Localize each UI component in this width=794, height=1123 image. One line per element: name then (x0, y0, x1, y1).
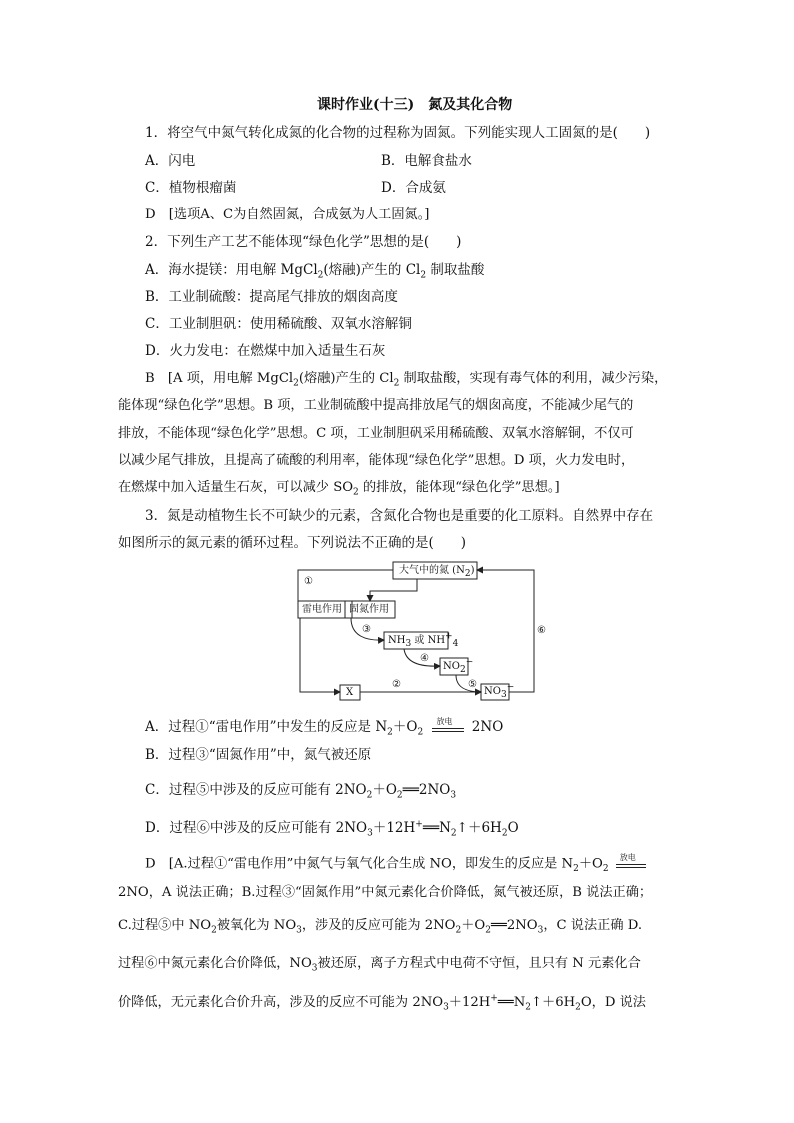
q3-ans-l3-a: 被氧化为 NO (216, 918, 297, 933)
q2-option-d: D．火力发电：在燃煤中加入适量生石灰 (145, 343, 386, 359)
edge-lightning-x (300, 618, 340, 692)
no2-text: NO (443, 661, 460, 672)
q3-option-b: B．过程③“固氮作用”中，氮气被还原 (145, 747, 372, 763)
q3-ans-l5-eq: ══N (497, 995, 526, 1010)
q2-a-sub2: 2 (420, 270, 427, 281)
q3-ans-eq-line-2 (616, 867, 646, 868)
q3-c-sub-b: 3 (450, 790, 457, 801)
q3-ans-l5-end: O，D 说法 (580, 995, 646, 1010)
no2-sub: 2 (459, 665, 466, 675)
q3-a-post: 2NO (471, 719, 504, 735)
q2-ans-l1-post: 制取盐酸，实现有毒气体的利用，减少污染， (399, 371, 668, 386)
q3-ans-condition-arrow (613, 855, 649, 873)
label-step-1: ① (304, 576, 313, 587)
atm-post: ) (470, 565, 475, 576)
q3-d-h2osub: 2 (501, 828, 508, 839)
q3-ans-cond: 放电 (619, 853, 636, 862)
label-atmosphere (399, 565, 474, 577)
q2-ans-l5-post: 的排放，能体现“绿色化学”思想。] (358, 480, 560, 495)
label-no2 (443, 657, 474, 675)
q3-a-cond: 放电 (436, 716, 453, 726)
q3-ans-l3-e: ，C 说法正确 D. (543, 918, 643, 933)
q3-d-sup: + (415, 819, 423, 830)
q3-ans-l5-sub-a: 3 (443, 1002, 449, 1013)
no2-sup: − (465, 657, 474, 668)
q1-option-a: A．闪电 (145, 153, 196, 169)
q3-ans-l1-sub2: 2 (602, 864, 609, 875)
q3-ans-l5-pre: 价降低，无元素化合价升高，涉及的反应不可能为 2NO (118, 995, 444, 1010)
q2-answer-line-1 (145, 370, 667, 388)
q3-option-a (145, 718, 503, 737)
q2-a-sub1: 2 (317, 270, 324, 281)
label-no3 (484, 682, 515, 700)
q2-option-a (145, 261, 484, 279)
q3-a-pre: A．过程①“雷电作用”中发生的反应是 N (145, 719, 388, 735)
q3-d-post: ↑＋6H (456, 820, 502, 836)
q3-stem-line-2: 如图所示的氮元素的循环过程。下列说法不正确的是( ) (118, 535, 467, 551)
label-lightning: 雷电作用 (302, 604, 342, 615)
q3-c-post: 2NO (418, 782, 451, 798)
q3-d-eq: ══ (422, 820, 440, 836)
q3-a-sub1: 2 (387, 727, 393, 738)
q3-ans-l1-sub1: 2 (573, 864, 579, 875)
diagram-lines (296, 561, 540, 701)
q2-a-post: 制取盐酸 (426, 262, 485, 278)
label-nh3 (388, 631, 459, 649)
q3-c-eq: ══ (402, 782, 419, 798)
nh3-sub: 3 (405, 639, 412, 649)
q3-c-sub: 2 (396, 790, 403, 801)
q3-ans-l3-d: ══2NO (490, 918, 538, 933)
q3-ans-l5-post: ↑＋6H (530, 995, 576, 1010)
q1-option-c: C．植物根瘤菌 (145, 180, 237, 196)
label-step-4: ④ (420, 653, 429, 664)
q3-a-sub2: 2 (417, 727, 424, 738)
q3-a-eq-line-2 (432, 731, 464, 732)
label-step-5: ⑤ (468, 679, 477, 690)
q3-a-eq-line-1 (432, 728, 464, 729)
atm-sub: 2 (464, 569, 471, 579)
q3-ans-l3-pre: C.过程⑤中 NO (118, 918, 212, 933)
label-step-2: ② (392, 679, 401, 690)
label-step-3: ③ (362, 624, 371, 635)
q2-ans-l5-pre: 在燃煤中加入适量生石灰，可以减少 SO (118, 480, 354, 495)
q3-c-mid: ＋O (372, 782, 397, 798)
q3-ans-l5-sup: + (490, 993, 498, 1004)
q3-answer-line-1 (145, 855, 649, 874)
label-fixation: 固氮作用 (349, 604, 389, 615)
q2-answer-line-2: 能体现“绿色化学”思想。B 项，工业制硫酸中提高排放尾气的烟囱高度，不能减少尾气的 (118, 398, 634, 413)
q3-ans-l5-n2sub: 2 (525, 1002, 531, 1013)
q2-answer-line-3: 排放，不能体现“绿色化学”思想。C 项，工业制胆矾采用稀硫酸、双氧水溶解铜，不仅可 (118, 426, 634, 441)
label-step-6: ⑥ (537, 625, 546, 636)
q3-a-mid: ＋O (392, 719, 418, 735)
q3-ans-l3-b: ，涉及的反应可能为 2NO (301, 918, 456, 933)
q3-d-end: O (507, 820, 519, 836)
nitrogen-cycle-diagram (296, 561, 546, 701)
nh4-sub: 4 (452, 639, 459, 649)
label-x: X (346, 687, 354, 698)
q2-a-mid: (熔融)产生的 Cl (323, 262, 421, 278)
q2-ans-l1-sub2: 2 (393, 378, 400, 389)
q2-ans-l1-sub1: 2 (293, 378, 299, 389)
q3-ans-l3-sub-e: 3 (537, 925, 544, 936)
page-title: 课时作业(十三) 氮及其化合物 (317, 97, 513, 113)
q3-d-mid: ＋12H (372, 820, 416, 836)
no3-sub: 3 (500, 690, 507, 700)
q3-ans-l5-h2osub: 2 (575, 1002, 581, 1013)
q1-answer: D [选项A、C为自然固氮，合成氨为人工固氮。] (145, 207, 430, 222)
q3-a-condition-arrow (428, 716, 468, 737)
q2-a-pre: A．海水提镁：用电解 MgCl (145, 262, 318, 278)
q3-c-sub-a: 2 (366, 790, 373, 801)
q3-ans-l4-pre: 过程⑥中氮元素化合价降低，NO (118, 956, 312, 971)
no3-sup: − (506, 682, 515, 693)
q3-d-pre: D．过程⑥中涉及的反应可能有 2NO (145, 820, 368, 836)
q3-ans-l3-sub-d: 2 (485, 925, 491, 936)
q3-d-n2sub: 2 (450, 828, 457, 839)
q3-ans-l3-sub-a: 2 (211, 925, 217, 936)
q3-option-d (145, 819, 519, 837)
q2-stem: 2．下列生产工艺不能体现“绿色化学”思想的是( ) (145, 234, 462, 250)
q2-ans-l1-mid: (熔融)产生的 Cl (298, 371, 394, 386)
q3-ans-l5-mid: ＋12H (448, 995, 491, 1010)
q1-option-d: D．合成氨 (381, 180, 446, 196)
q2-option-c: C．工业制胆矾：使用稀硫酸、双氧水溶解铜 (145, 316, 412, 332)
q3-answer-line-3 (118, 917, 642, 935)
q3-ans-l3-sub-b: 3 (296, 925, 302, 936)
q3-ans-eq-line-1 (616, 864, 646, 865)
q1-stem: 1．将空气中氮气转化成氮的化合物的过程称为固氮。下列能实现人工固氮的是( ) (145, 125, 651, 141)
edge-atm-fix (370, 579, 417, 601)
no3-text: NO (484, 686, 501, 697)
q3-ans-l3-sub-c: 2 (455, 925, 462, 936)
q3-answer-line-5 (118, 994, 646, 1012)
nh3-mid: 或 NH (411, 635, 446, 646)
q2-answer-line-4: 以减少尾气排放，且提高了硫酸的利用率，能体现“绿色化学”思想。D 项，火力发电时， (118, 453, 635, 468)
q3-option-c (145, 781, 456, 799)
q2-ans-l1-pre: B [A 项，用电解 MgCl (145, 371, 294, 386)
q3-answer-line-2: 2NO，A 说法正确；B.过程③“固氮作用”中氮元素化合价降低，氮气被还原，B 说法正确； (118, 885, 653, 900)
atm-pre: 大气中的氮 (N (399, 565, 465, 576)
q2-answer-line-5 (118, 479, 560, 497)
q3-answer-line-4 (118, 955, 641, 973)
q3-stem-line-1: 3．氮是动植物生长不可缺少的元素，含氮化合物也是重要的化工原料。自然界中存在 (145, 508, 654, 524)
q3-ans-l1-pre: D [A.过程①“雷电作用”中氮气与氧气化合生成 NO，即发生的反应是 N (145, 856, 574, 872)
q1-option-b: B．电解食盐水 (381, 153, 472, 169)
q2-ans-l5-sub: 2 (353, 487, 359, 498)
q3-ans-l3-c: ＋O (461, 918, 486, 933)
q3-ans-l4-sub: 3 (311, 963, 318, 974)
edge-6 (477, 570, 534, 692)
q3-d-sub-a: 3 (367, 828, 373, 839)
nh3-pre: NH (388, 635, 406, 646)
q3-ans-l4-post: 被还原，离子方程式中电荷不守恒，且只有 N 元素化合 (317, 956, 641, 971)
q3-ans-l1-mid: ＋O (578, 856, 603, 872)
q2-option-b: B．工业制硫酸：提高尾气排放的烟囱高度 (145, 289, 398, 305)
q3-c-pre: C．过程⑤中涉及的反应可能有 2NO (145, 782, 367, 798)
q3-d-n2: N (439, 820, 451, 836)
nh4-sup: + (445, 631, 453, 642)
